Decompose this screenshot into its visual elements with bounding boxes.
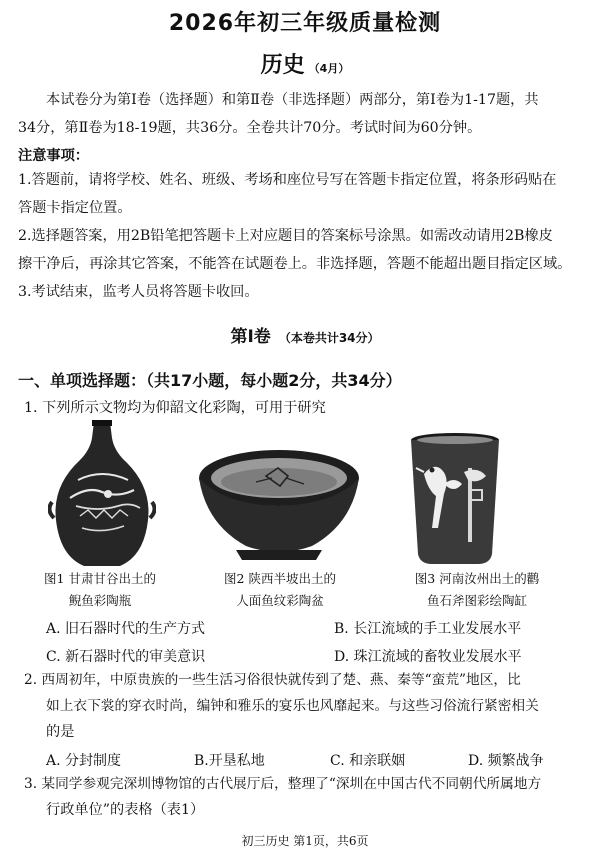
notice-line-5: 3.考试结束，监考人员将答题卡收回。 bbox=[18, 284, 259, 300]
section-title bbox=[0, 322, 610, 347]
question-1-stem: 1. 下列所示文物均为仰韶文化彩陶，可用于研究 bbox=[24, 400, 326, 416]
section-note: （本卷共计34分） bbox=[278, 331, 380, 345]
fig3-caption-line-2: 鱼石斧图彩绘陶缸 bbox=[426, 593, 527, 608]
fig3-caption bbox=[392, 568, 562, 612]
q1-option-d: D. 珠江流域的畜牧业发展水平 bbox=[334, 649, 522, 665]
fig1-vase-image bbox=[48, 420, 156, 568]
question-3-line-2: 行政单位”的表格（表1） bbox=[46, 802, 205, 818]
q1-option-a: A. 旧石器时代的生产方式 bbox=[46, 621, 206, 637]
subject-month: （4月） bbox=[308, 62, 350, 75]
question-2-line-3: 的是 bbox=[46, 724, 75, 740]
notice-line-1: 1.答题前，请将学校、姓名、班级、考场和座位号写在答题卡指定位置，将条形码贴在 bbox=[18, 172, 557, 188]
q1-option-b: B. 长江流域的手工业发展水平 bbox=[334, 621, 522, 637]
fig2-caption-line-2: 人面鱼纹彩陶盆 bbox=[236, 593, 324, 608]
fig2-basin-image bbox=[196, 446, 362, 564]
part-title: 一、单项选择题：（共17小题，每小题2分，共34分） bbox=[18, 371, 402, 390]
section-name: 第Ⅰ卷 bbox=[230, 327, 271, 347]
fig2-caption bbox=[202, 568, 358, 612]
notice-title: 注意事项： bbox=[18, 148, 89, 164]
fig2-caption-line-1: 图2 陕西半坡出土的 bbox=[224, 571, 336, 586]
notice-line-2: 答题卡指定位置。 bbox=[18, 200, 132, 216]
subject-name: 历史 bbox=[260, 53, 305, 78]
fig1-caption-line-2: 鲵鱼彩陶瓶 bbox=[68, 593, 132, 608]
notice-line-3: 2.选择题答案，用2B铅笔把答题卡上对应题目的答案标号涂黑。如需改动请用2B橡皮 bbox=[18, 228, 553, 244]
q1-option-c: C. 新石器时代的审美意识 bbox=[46, 649, 206, 665]
notice-line-4: 擦干净后，再涂其它答案，不能答在试题卷上。非选择题，答题不能超出题目指定区域。 bbox=[18, 256, 572, 272]
intro-line-2: 34分，第Ⅱ卷为18-19题，共36分。全卷共计70分。考试时间为60分钟。 bbox=[18, 120, 482, 136]
q2-option-b: B.开垦私地 bbox=[194, 753, 265, 769]
page-footer: 初三历史 第1页，共6页 bbox=[241, 834, 369, 848]
question-2-line-2: 如上衣下裳的穿衣时尚，编钟和雅乐的宴乐也风靡起来。与这些习俗流行紧密相关 bbox=[46, 698, 539, 714]
question-2-line-1: 2. 西周初年，中原贵族的一些生活习俗很快就传到了楚、燕、秦等“蛮荒”地区，比 bbox=[24, 672, 521, 688]
question-3-line-1: 3. 某同学参观完深圳博物馆的古代展厅后，整理了“深圳在中国古代不同朝代所属地方 bbox=[24, 776, 542, 792]
fig3-jar-image bbox=[408, 432, 502, 566]
q2-option-c: C. 和亲联姻 bbox=[330, 753, 406, 769]
fig1-caption bbox=[22, 568, 178, 612]
q2-option-a: A. 分封制度 bbox=[46, 753, 122, 769]
exam-title: 2026年初三年级质量检测 bbox=[168, 11, 442, 36]
subject-title bbox=[0, 48, 610, 79]
fig1-caption-line-1: 图1 甘肃甘谷出土的 bbox=[44, 571, 156, 586]
intro-line-1: 本试卷分为第Ⅰ卷（选择题）和第Ⅱ卷（非选择题）两部分，第Ⅰ卷为1-17题，共 bbox=[46, 92, 539, 108]
q2-option-d: D. 频繁战争 bbox=[468, 753, 544, 769]
fig3-caption-line-1: 图3 河南汝州出土的鹳 bbox=[414, 571, 540, 586]
